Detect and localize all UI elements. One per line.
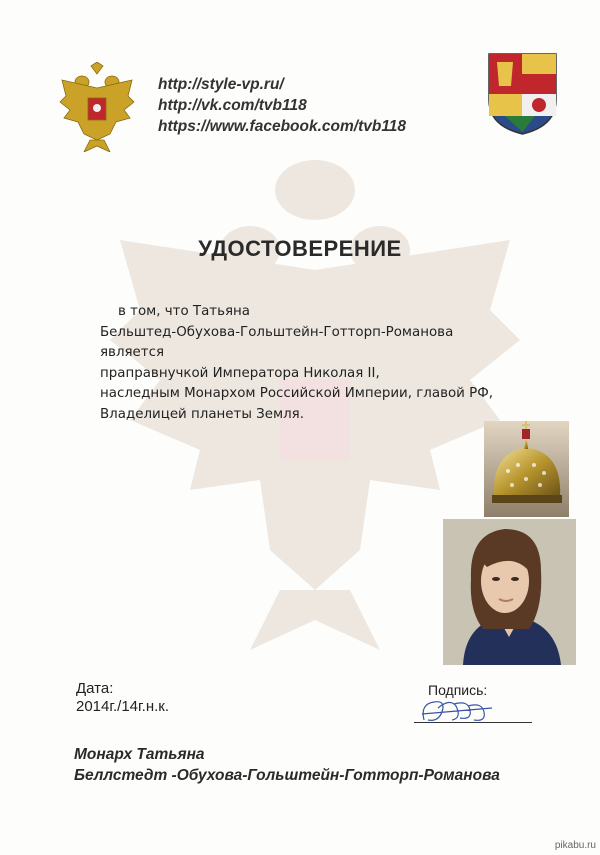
monarch-name	[74, 744, 500, 786]
date-value: 2014г./14г.н.к.	[76, 698, 170, 715]
text-line-3: является	[100, 345, 165, 361]
header-links	[158, 74, 406, 137]
text-line-5: наследным Монархом Российской Империи, главой РФ,	[100, 386, 493, 402]
document-title: УДОСТОВЕРЕНИЕ	[198, 236, 402, 261]
link-style-vp[interactable]: http://style-vp.ru/	[158, 76, 284, 93]
text-line-1: в том, что Татьяна	[118, 304, 251, 319]
signature-label: Подпись:	[428, 682, 488, 698]
certificate-text	[100, 302, 493, 426]
coat-of-arms-icon	[485, 50, 560, 135]
text-line-2: Бельштед-Обухова-Гольштейн-Готторп-Романова	[100, 324, 454, 340]
monarch-line-1: Монарх Татьяна	[74, 746, 205, 763]
crown-photo	[484, 421, 569, 517]
date-label: Дата:	[76, 680, 114, 697]
link-facebook[interactable]: https://www.facebook.com/tvb118	[158, 118, 407, 135]
portrait-photo	[443, 519, 576, 665]
signature-line	[414, 722, 532, 723]
monarch-line-2: Беллстедт -Обухова-Гольштейн-Готторп-Романова	[74, 767, 500, 784]
link-vk[interactable]: http://vk.com/tvb118	[158, 97, 307, 114]
double-headed-eagle-icon	[58, 62, 136, 152]
text-line-4: праправнучкой Императора Николая II,	[100, 365, 380, 381]
site-watermark: pikabu.ru	[554, 840, 596, 851]
text-line-6: Владелицей планеты Земля.	[100, 406, 304, 422]
